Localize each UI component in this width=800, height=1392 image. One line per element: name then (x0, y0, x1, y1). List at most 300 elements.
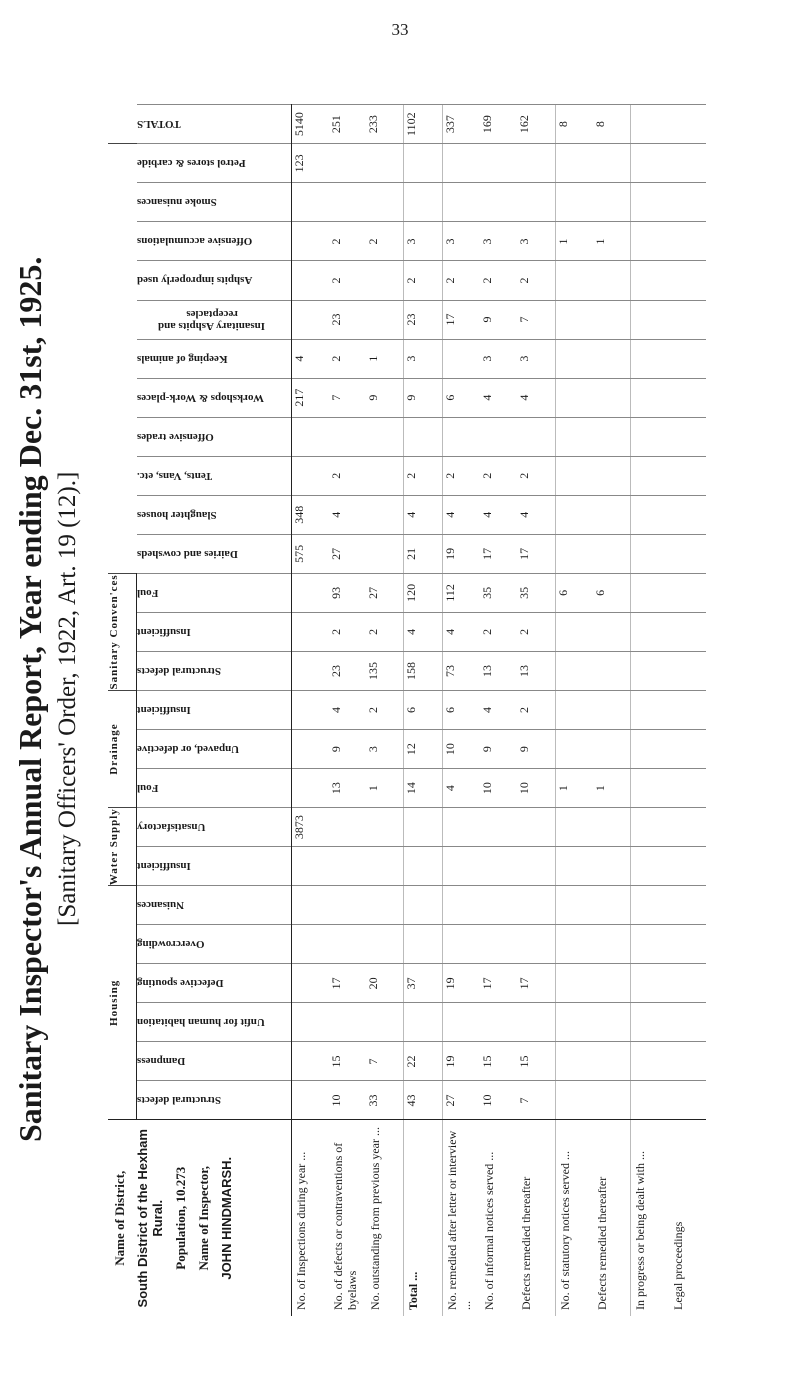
table-cell (593, 183, 631, 222)
table-cell: 13 (480, 651, 517, 690)
column-header-label: Foul (137, 782, 159, 795)
column-header-label: Insufficient (137, 625, 191, 638)
table-cell (669, 261, 706, 300)
column-header (137, 417, 292, 456)
table-cell (517, 417, 555, 456)
table-cell: 2 (329, 261, 366, 300)
population: Population, 10.273 (173, 1166, 188, 1270)
table-cell: 575 (291, 534, 329, 573)
inspector-name: JOHN HINDMARSH. (219, 1156, 234, 1280)
group-blank (108, 144, 137, 574)
table-cell (517, 925, 555, 964)
table-cell (480, 808, 517, 847)
table-cell (631, 222, 669, 261)
table-cell: 33 (366, 1081, 404, 1120)
table-cell: 15 (517, 1042, 555, 1081)
table-cell (517, 886, 555, 925)
table-cell (442, 847, 480, 886)
table-cell: 2 (480, 261, 517, 300)
table-cell (404, 847, 442, 886)
table-cell (404, 144, 442, 183)
table-cell (593, 495, 631, 534)
table-cell: 2 (442, 456, 480, 495)
table-cell (291, 222, 329, 261)
table-cell: 21 (404, 534, 442, 573)
column-header (137, 534, 292, 573)
table-cell: 1 (366, 339, 404, 378)
table-cell (366, 847, 404, 886)
district-header (108, 1120, 291, 1316)
table-cell (442, 339, 480, 378)
table-cell (291, 730, 329, 769)
table-cell (593, 1003, 631, 1042)
table-cell (442, 144, 480, 183)
table-cell (517, 847, 555, 886)
table-cell: 1 (555, 222, 593, 261)
table-cell: 4 (480, 378, 517, 417)
column-header-label: Dampness (137, 1055, 186, 1068)
table-cell: 13 (329, 769, 366, 808)
table-cell (631, 651, 669, 690)
table-cell: 4 (329, 495, 366, 534)
table-cell (669, 651, 706, 690)
group-housing: Housing (108, 886, 137, 1120)
table-cell (366, 534, 404, 573)
table-cell (291, 769, 329, 808)
table-row (442, 105, 480, 1317)
table-cell (329, 144, 366, 183)
table-cell: 5140 (291, 105, 329, 144)
table-cell (404, 183, 442, 222)
table-cell: 2 (517, 456, 555, 495)
column-header (137, 769, 292, 808)
column-header (137, 886, 292, 925)
column-header-label: TOTALS (136, 118, 181, 131)
table-cell: 6 (555, 573, 593, 612)
table-cell (631, 886, 669, 925)
report-table (108, 104, 706, 1316)
table-cell (366, 495, 404, 534)
table-cell: 17 (517, 534, 555, 573)
table-cell: 3 (517, 222, 555, 261)
table-cell (593, 886, 631, 925)
table-cell (291, 300, 329, 339)
table-cell (669, 847, 706, 886)
district-label: Name of District, (112, 1170, 127, 1266)
table-cell (593, 690, 631, 729)
table-cell: 10 (329, 1081, 366, 1120)
table-cell: 4 (291, 339, 329, 378)
table-cell: 1 (593, 222, 631, 261)
table-cell (669, 1042, 706, 1081)
table-cell: 14 (404, 769, 442, 808)
table-cell (631, 105, 669, 144)
table-cell (291, 964, 329, 1003)
table-cell (631, 378, 669, 417)
table-cell: 123 (291, 144, 329, 183)
table-cell (291, 847, 329, 886)
table-cell: 12 (404, 730, 442, 769)
table-cell (442, 1003, 480, 1042)
column-header-label: Slaughter houses (136, 508, 217, 521)
row-label: No. outstanding from previous year ... (366, 1120, 404, 1316)
table-cell: 1 (555, 769, 593, 808)
table-cell (631, 769, 669, 808)
table-cell: 4 (329, 690, 366, 729)
report-title: Sanitary Inspector's Annual Report, Year ending Dec. 31st, 1925. (12, 256, 48, 1142)
table-cell: 2 (480, 612, 517, 651)
table-cell: 27 (442, 1081, 480, 1120)
table-cell (480, 417, 517, 456)
table-cell (631, 534, 669, 573)
table-cell: 10 (517, 769, 555, 808)
table-cell: 3 (404, 222, 442, 261)
table-cell: 3 (366, 730, 404, 769)
table-cell (669, 769, 706, 808)
table-cell (555, 183, 593, 222)
table-cell: 35 (517, 573, 555, 612)
table-cell (593, 730, 631, 769)
table-cell (593, 261, 631, 300)
table-cell: 1 (593, 769, 631, 808)
table-cell (631, 690, 669, 729)
table-cell (480, 144, 517, 183)
table-cell (517, 1003, 555, 1042)
table-cell (669, 886, 706, 925)
group-drainage: Drainage (108, 690, 137, 807)
table-cell (329, 847, 366, 886)
table-cell: 1 (366, 769, 404, 808)
table-cell (291, 417, 329, 456)
table-cell: 2 (517, 690, 555, 729)
column-header (137, 378, 292, 417)
table-cell: 4 (480, 495, 517, 534)
table-cell: 10 (480, 1081, 517, 1120)
table-cell: 348 (291, 495, 329, 534)
page-number: 33 (391, 20, 409, 39)
table-cell (442, 417, 480, 456)
table-cell (404, 925, 442, 964)
table-cell: 8 (593, 105, 631, 144)
table-cell: 17 (329, 964, 366, 1003)
table-cell (669, 573, 706, 612)
table-cell (329, 925, 366, 964)
column-header (137, 847, 292, 886)
table-cell: 2 (366, 612, 404, 651)
table-cell (555, 886, 593, 925)
table-cell: 35 (480, 573, 517, 612)
table-cell: 23 (404, 300, 442, 339)
table-cell: 17 (480, 964, 517, 1003)
table-cell (480, 847, 517, 886)
table-cell: 112 (442, 573, 480, 612)
table-cell: 2 (404, 261, 442, 300)
table-cell (442, 808, 480, 847)
inspector-label: Name of Inspector, (196, 1165, 211, 1271)
table-cell: 10 (480, 769, 517, 808)
column-header (137, 144, 292, 183)
table-cell: 7 (517, 300, 555, 339)
table-cell: 27 (329, 534, 366, 573)
column-header-label: Offensive accumulations (136, 235, 252, 248)
column-header-label: Dairies and cowsheds (136, 547, 238, 560)
table-cell: 251 (329, 105, 366, 144)
table-cell: 2 (442, 261, 480, 300)
table-cell (555, 339, 593, 378)
table-cell: 4 (442, 612, 480, 651)
table-cell: 43 (404, 1081, 442, 1120)
table-cell: 3 (517, 339, 555, 378)
table-cell: 19 (442, 964, 480, 1003)
column-header (137, 300, 292, 339)
table-cell (669, 417, 706, 456)
column-header-label: Nuisances (137, 899, 185, 912)
table-cell: 9 (404, 378, 442, 417)
table-cell (555, 690, 593, 729)
table-row (631, 105, 669, 1317)
table-cell (555, 144, 593, 183)
table-cell (517, 808, 555, 847)
district-name: South District of the Hexham Rural. (135, 1129, 165, 1308)
table-cell: 6 (404, 690, 442, 729)
table-cell (669, 183, 706, 222)
column-header (137, 339, 292, 378)
row-label: Total ... (404, 1120, 442, 1316)
table-cell: 169 (480, 105, 517, 144)
table-cell (669, 378, 706, 417)
column-header-label: Foul (137, 586, 159, 599)
table-cell (631, 144, 669, 183)
table-cell (555, 534, 593, 573)
table-cell (631, 417, 669, 456)
report-table-wrapper (108, 104, 706, 1316)
table-cell (366, 1003, 404, 1042)
column-header (137, 495, 292, 534)
row-label: No. of statutory notices served ... (555, 1120, 593, 1316)
column-header (137, 690, 292, 729)
table-cell (329, 183, 366, 222)
table-cell: 22 (404, 1042, 442, 1081)
column-header-label: Petrol stores & carbide (136, 157, 246, 170)
table-cell (631, 183, 669, 222)
table-cell (669, 612, 706, 651)
table-cell (291, 690, 329, 729)
table-cell: 20 (366, 964, 404, 1003)
column-header (137, 1081, 292, 1120)
table-cell (291, 651, 329, 690)
table-cell (555, 847, 593, 886)
table-cell (291, 573, 329, 612)
table-cell (555, 495, 593, 534)
column-header-label: Insufficient (137, 860, 191, 873)
table-cell (480, 886, 517, 925)
table-cell: 9 (329, 730, 366, 769)
table-cell (593, 1081, 631, 1120)
table-row (593, 105, 631, 1317)
table-cell: 233 (366, 105, 404, 144)
table-cell (669, 730, 706, 769)
table-cell (404, 1003, 442, 1042)
table-cell (366, 808, 404, 847)
table-body (291, 105, 706, 1317)
table-cell: 4 (404, 495, 442, 534)
column-header (137, 261, 292, 300)
column-header-label: Tents, Vans, etc. (136, 469, 212, 482)
table-cell: 120 (404, 573, 442, 612)
column-header (137, 1003, 292, 1042)
column-header-label: Unfit for human habitation (137, 1016, 265, 1029)
table-cell: 2 (404, 456, 442, 495)
table-cell: 23 (329, 300, 366, 339)
table-cell (669, 808, 706, 847)
table-cell: 19 (442, 1042, 480, 1081)
column-header (137, 183, 292, 222)
table-cell: 7 (329, 378, 366, 417)
table-cell (366, 183, 404, 222)
table-cell: 3 (480, 222, 517, 261)
table-cell: 135 (366, 651, 404, 690)
table-cell: 13 (517, 651, 555, 690)
table-cell (291, 612, 329, 651)
table-cell (593, 378, 631, 417)
table-cell (555, 730, 593, 769)
column-header (137, 925, 292, 964)
table-cell (631, 808, 669, 847)
table-row (517, 105, 555, 1317)
table-cell (555, 808, 593, 847)
table-cell: 4 (442, 769, 480, 808)
column-header-label: Structural defects (137, 664, 222, 677)
table-cell (555, 456, 593, 495)
table-cell (517, 183, 555, 222)
column-header-label: Workshops & Work-places (136, 391, 264, 404)
table-cell: 2 (329, 222, 366, 261)
table-cell (480, 1003, 517, 1042)
table-cell (669, 144, 706, 183)
table-row (366, 105, 404, 1317)
table-cell: 9 (517, 730, 555, 769)
column-header-label: Structural defects (137, 1094, 222, 1107)
table-cell (631, 964, 669, 1003)
table-cell: 73 (442, 651, 480, 690)
table-cell (404, 417, 442, 456)
column-header-label: Unpaved, or defective (137, 743, 240, 756)
table-cell (593, 339, 631, 378)
table-cell (593, 456, 631, 495)
table-cell: 19 (442, 534, 480, 573)
table-cell: 10 (442, 730, 480, 769)
table-cell: 8 (555, 105, 593, 144)
table-cell (291, 925, 329, 964)
table-cell (593, 1042, 631, 1081)
table-cell (631, 261, 669, 300)
table-cell (555, 378, 593, 417)
table-row (480, 105, 517, 1317)
column-header (137, 651, 292, 690)
table-cell: 2 (329, 339, 366, 378)
table-cell (366, 417, 404, 456)
table-cell (517, 144, 555, 183)
table-cell (593, 417, 631, 456)
table-cell: 6 (442, 690, 480, 729)
column-header-label: Offensive trades (136, 430, 214, 443)
column-header (137, 222, 292, 261)
table-cell (442, 886, 480, 925)
table-cell: 1102 (404, 105, 442, 144)
table-cell (555, 964, 593, 1003)
table-cell (593, 612, 631, 651)
column-header-label: Insanitary Ashpits and receptacles (158, 307, 265, 332)
table-cell (631, 730, 669, 769)
column-header (137, 456, 292, 495)
table-cell (555, 925, 593, 964)
table-cell: 3 (480, 339, 517, 378)
table-cell: 15 (480, 1042, 517, 1081)
table-cell: 9 (480, 300, 517, 339)
table-cell (669, 105, 706, 144)
table-row (329, 105, 366, 1317)
table-cell (555, 261, 593, 300)
table-cell: 162 (517, 105, 555, 144)
table-cell (631, 300, 669, 339)
table-cell (669, 339, 706, 378)
table-cell: 2 (517, 612, 555, 651)
table-cell: 9 (366, 378, 404, 417)
row-label: No. remedied after letter or interview ... (442, 1120, 480, 1316)
table-cell (669, 456, 706, 495)
table-cell (669, 690, 706, 729)
table-cell: 23 (329, 651, 366, 690)
table-cell (366, 925, 404, 964)
column-header-label: Defective spouting (137, 977, 224, 990)
table-cell: 17 (480, 534, 517, 573)
table-cell: 3 (442, 222, 480, 261)
row-label: In progress or being dealt with ... (631, 1120, 669, 1316)
table-cell (291, 261, 329, 300)
table-cell (631, 612, 669, 651)
column-header-label: Smoke nuisances (136, 196, 217, 209)
table-cell (555, 1003, 593, 1042)
table-cell (555, 300, 593, 339)
table-cell (593, 534, 631, 573)
column-header-label: Overcrowding (137, 938, 205, 951)
group-water-supply: Water Supply (108, 808, 137, 886)
table-cell: 2 (329, 612, 366, 651)
table-cell (555, 651, 593, 690)
table-cell: 7 (517, 1081, 555, 1120)
table-cell (329, 808, 366, 847)
table-cell (631, 456, 669, 495)
table-row (669, 105, 706, 1317)
column-header (137, 573, 292, 612)
table-cell (593, 847, 631, 886)
table-cell (631, 1003, 669, 1042)
column-header-label: Ashpits improperly used (136, 274, 252, 287)
row-label: Defects remedied thereafter (517, 1120, 555, 1316)
table-cell: 27 (366, 573, 404, 612)
row-label: No. of informal notices served ... (480, 1120, 517, 1316)
table-cell (593, 300, 631, 339)
table-cell (669, 495, 706, 534)
table-row (291, 105, 329, 1317)
column-header (137, 105, 292, 144)
table-cell (291, 886, 329, 925)
table-cell: 158 (404, 651, 442, 690)
table-cell (669, 534, 706, 573)
column-header (137, 808, 292, 847)
table-cell (555, 612, 593, 651)
table-cell: 4 (404, 612, 442, 651)
